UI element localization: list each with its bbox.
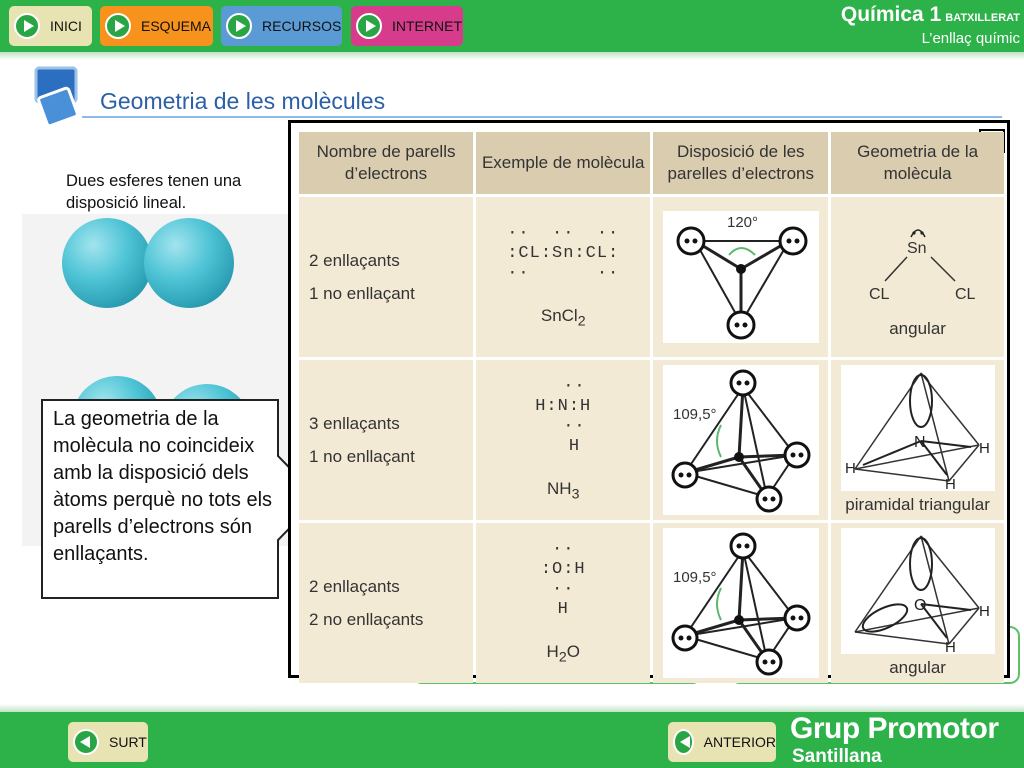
lewis-text: :O:H: [540, 560, 586, 580]
bonding-count: 2 enllaçants: [309, 251, 400, 270]
molecule-formula: [476, 479, 650, 502]
recursos-button[interactable]: [221, 6, 342, 46]
surt-button-label: SURT: [109, 734, 147, 750]
molecule-formula: [476, 642, 650, 665]
header-arrangement: Disposició de les parelles d’electrons: [653, 132, 828, 194]
angle-label: 109,5°: [672, 569, 717, 586]
angular-sncl2-diagram: [843, 215, 993, 315]
angle-label: 120°: [726, 214, 758, 231]
geometry-cell: [831, 523, 1004, 683]
nonbonding-count: 1 no enllaçant: [309, 447, 415, 466]
bottom-bar-shadow: [0, 704, 1024, 712]
pairs-cell: [299, 360, 473, 520]
page-title: Geometria de les molècules: [100, 88, 386, 114]
bonding-count: 2 enllaçants: [309, 577, 400, 596]
lewis-text: :CL:Sn:CL:: [507, 244, 620, 264]
internet-button[interactable]: [351, 6, 463, 46]
geometry-name: angular: [889, 658, 946, 677]
formula-text: SnCl: [540, 306, 578, 326]
atom-h-right: H: [978, 603, 990, 620]
table-row: [299, 523, 1004, 683]
explanation-callout: [40, 398, 322, 602]
nonbonding-count: 1 no enllaçant: [309, 284, 415, 303]
atom-sn: Sn: [906, 240, 927, 257]
nonbonding-count: 2 no enllaçants: [309, 610, 424, 629]
book-title-text: Química 1: [840, 3, 942, 26]
recursos-button-label: RECURSOS: [262, 18, 342, 34]
table-header-row: [299, 132, 1004, 194]
callout-text: La geometria de la molècula no coincideix amb la disposició dels àtoms perquè no tots els parells d’electrons són enllaçants.: [53, 408, 273, 565]
geometry-cell: [831, 197, 1004, 357]
lewis-text: H:N:H: [535, 397, 592, 417]
publisher-logo-line1: Grup Promotor: [790, 712, 999, 745]
anterior-button-label: ANTERIOR: [703, 734, 776, 750]
publisher-logo-line2: Santillana: [792, 746, 882, 767]
example-cell: [476, 523, 650, 683]
angle-label: 109,5°: [672, 406, 717, 423]
formula-subscript: 2: [577, 313, 586, 330]
example-cell: [476, 360, 650, 520]
tetrahedral-diagram-nh3: [663, 365, 819, 515]
inici-button-label: INICI: [50, 18, 82, 34]
atom-cl-right: CL: [954, 286, 976, 303]
geometry-table-popup: [288, 120, 1010, 678]
internet-button-label: INTERNET: [392, 18, 462, 34]
lewis-structure: ·· H:N:H ·· H: [535, 377, 592, 457]
atom-cl-left: CL: [868, 286, 890, 303]
surt-button[interactable]: [68, 722, 148, 762]
book-level: BATXILLERAT: [945, 12, 1020, 24]
angular-h2o-diagram: [841, 528, 995, 654]
atom-h-bottom: H: [944, 476, 956, 491]
back-arrow-icon: [673, 729, 694, 755]
lewis-structure: ·· ·· ·· :CL:Sn:CL: ·· ··: [507, 224, 620, 284]
tetrahedral-diagram-h2o: [663, 528, 819, 678]
inici-button[interactable]: [9, 6, 92, 46]
atom-h-bottom: H: [944, 639, 956, 654]
play-icon: [105, 13, 131, 39]
play-icon: [14, 13, 40, 39]
slide-section-icon: [34, 66, 82, 132]
bonding-count: 3 enllaçants: [309, 414, 400, 433]
trigonal-pyramid-diagram: [841, 365, 995, 491]
formula-text: H: [546, 642, 559, 662]
pairs-cell: [299, 197, 473, 357]
trigonal-planar-diagram: [663, 211, 819, 343]
geometry-cell: [831, 360, 1004, 520]
top-bar-shadow: [0, 52, 1024, 60]
arrangement-cell: [653, 197, 828, 357]
sphere-right: [144, 218, 234, 308]
esquema-button[interactable]: [100, 6, 213, 46]
example-cell: [476, 197, 650, 357]
title-underline: [82, 116, 1002, 118]
sphere-left: [62, 218, 152, 308]
play-icon: [356, 13, 382, 39]
book-subtitle: L’enllaç químic: [921, 30, 1020, 47]
pairs-cell: [299, 523, 473, 683]
geometry-name: angular: [889, 319, 946, 338]
book-title: [841, 3, 1020, 27]
arrangement-cell: [653, 360, 828, 520]
formula-tail: O: [566, 642, 580, 662]
esquema-button-label: ESQUEMA: [141, 18, 212, 34]
formula-subscript: 3: [571, 486, 580, 503]
geometry-name: piramidal triangular: [845, 495, 990, 514]
table-row: [299, 360, 1004, 520]
linear-caption: Dues esferes tenen una disposició lineal.: [66, 172, 242, 212]
table-row: [299, 197, 1004, 357]
atom-h-right: H: [978, 440, 990, 457]
lewis-structure: ·· :O:H ·· H: [540, 540, 586, 620]
formula-subscript: 2: [558, 649, 567, 666]
molecule-formula: [476, 306, 650, 329]
header-example: Exemple de molècula: [476, 132, 650, 194]
back-arrow-icon: [73, 729, 99, 755]
atom-n: N: [913, 434, 926, 451]
play-icon: [226, 13, 252, 39]
header-pairs: Nombre de parells d’electrons: [299, 132, 473, 194]
header-geometry: Geometria de la molècula: [831, 132, 1004, 194]
atom-o: O: [913, 597, 927, 614]
anterior-button[interactable]: [668, 722, 776, 762]
atom-h-left: H: [844, 460, 856, 477]
geometry-table: [296, 129, 1007, 686]
arrangement-cell: [653, 523, 828, 683]
formula-text: NH: [547, 479, 572, 499]
